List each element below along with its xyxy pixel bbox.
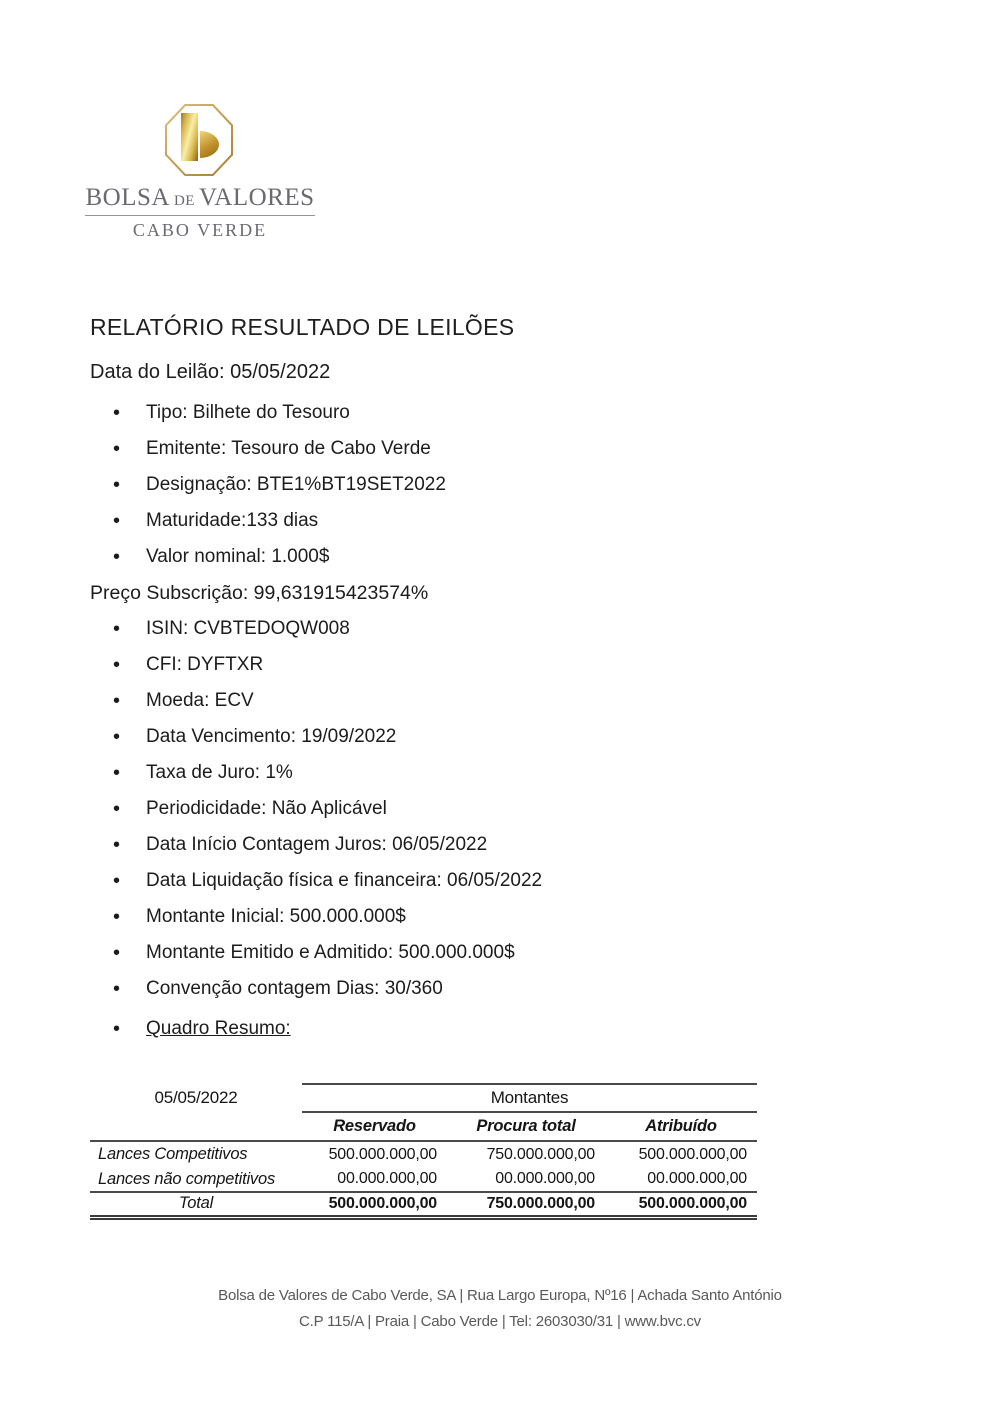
- list-item-emitente: [90, 431, 790, 467]
- list-item-periodicidade: [90, 791, 790, 827]
- bullet-icon: •: [113, 906, 121, 928]
- total-value: 500.000.000,00: [302, 1192, 447, 1217]
- logo-wordmark-main: [85, 184, 314, 216]
- list-item-valor-nominal: [90, 539, 790, 575]
- page-footer: [0, 1283, 1000, 1335]
- bullet-icon: •: [113, 474, 121, 496]
- logo-b-stem-shape: [181, 113, 198, 161]
- list-item-text: CFI: DYFTXR: [146, 654, 264, 675]
- row-label: Lances Competitivos: [98, 1145, 248, 1163]
- details-list-2: [90, 611, 790, 1047]
- subscription-price-line: Preço Subscrição: 99,631915423574%: [90, 582, 429, 604]
- list-item-text: Valor nominal: 1.000$: [146, 546, 330, 567]
- wordmark-subtitle: CABO VERDE: [132, 220, 268, 240]
- list-item-moeda: [90, 683, 790, 719]
- list-item-taxa-juro: [90, 755, 790, 791]
- list-item-montante-emitido: [90, 935, 790, 971]
- total-value: 500.000.000,00: [605, 1192, 757, 1217]
- list-item-designacao: [90, 467, 790, 503]
- table-montantes-header: Montantes: [302, 1084, 757, 1112]
- list-item-text: Data Início Contagem Juros: 06/05/2022: [146, 834, 488, 855]
- total-label: Total: [90, 1192, 302, 1217]
- list-item-text: Emitente: Tesouro de Cabo Verde: [146, 438, 431, 459]
- cell-value: 500.000.000,00: [328, 1145, 437, 1163]
- footer-line-1: Bolsa de Valores de Cabo Verde, SA | Rua Largo Europa, Nº16 | Achada Santo António: [218, 1287, 782, 1304]
- bullet-icon: •: [113, 1018, 121, 1040]
- table-group-header-row: [90, 1084, 757, 1112]
- list-item-text: Maturidade:133 dias: [146, 510, 319, 531]
- list-item-text: ISIN: CVBTEDOQW008: [146, 618, 350, 639]
- list-item-text: Montante Emitido e Admitido: 500.000.000$: [146, 942, 515, 963]
- list-item-text: Moeda: ECV: [146, 690, 254, 711]
- bvc-octagon-b-icon: [95, 104, 305, 178]
- list-item-isin: [90, 611, 790, 647]
- bullet-icon: •: [113, 510, 121, 532]
- list-item-data-vencimento: [90, 719, 790, 755]
- cell-value: 00.000.000,00: [302, 1167, 447, 1192]
- list-item-maturidade: [90, 503, 790, 539]
- bullet-icon: •: [113, 978, 121, 1000]
- list-item-text: Designação: BTE1%BT19SET2022: [146, 474, 446, 495]
- bullet-icon: •: [113, 690, 121, 712]
- list-item-inicio-contagem: [90, 827, 790, 863]
- row-label: Lances não competitivos: [90, 1167, 302, 1192]
- logo-wordmark: [85, 184, 315, 241]
- list-item-montante-inicial: [90, 899, 790, 935]
- wordmark-bolsa: BOLSA: [85, 184, 170, 211]
- table-row-lances-competitivos: [90, 1141, 757, 1167]
- cell-value: 750.000.000,00: [486, 1145, 595, 1163]
- summary-table: [90, 1083, 757, 1220]
- cell-value: 500.000.000,00: [638, 1145, 747, 1163]
- table-row-total: [90, 1192, 757, 1217]
- bullet-icon: •: [113, 942, 121, 964]
- auction-date-line: Data do Leilão: 05/05/2022: [90, 361, 331, 383]
- octagon-inner-shape: [167, 106, 231, 174]
- list-item-cfi: [90, 647, 790, 683]
- bullet-icon: •: [113, 870, 121, 892]
- list-item-text: Quadro Resumo:: [146, 1018, 291, 1039]
- details-list-1: [90, 395, 790, 575]
- list-item-convencao: [90, 971, 790, 1007]
- wordmark-valores: VALORES: [198, 184, 315, 211]
- bullet-icon: •: [113, 618, 121, 640]
- bullet-icon: •: [113, 546, 121, 568]
- wordmark-de: DE: [173, 193, 195, 209]
- table-column-header-row: [90, 1112, 757, 1141]
- column-header-atribuido: Atribuído: [605, 1112, 757, 1141]
- page-title: RELATÓRIO RESULTADO DE LEILÕES: [90, 314, 515, 340]
- table-date-cell: 05/05/2022: [154, 1088, 238, 1107]
- list-item-text: Data Liquidação física e financeira: 06/05/2022: [146, 870, 543, 891]
- column-header-reservado: Reservado: [302, 1112, 447, 1141]
- total-value: 750.000.000,00: [447, 1192, 605, 1217]
- list-item-text: Periodicidade: Não Aplicável: [146, 798, 387, 819]
- list-item-text: Data Vencimento: 19/09/2022: [146, 726, 397, 747]
- bullet-icon: •: [113, 726, 121, 748]
- list-item-liquidacao: [90, 863, 790, 899]
- table-row-lances-nao-competitivos: [90, 1167, 757, 1192]
- list-item-text: Convenção contagem Dias: 30/360: [146, 978, 443, 999]
- table-spacer-cell: [90, 1112, 302, 1141]
- bullet-icon: •: [113, 798, 121, 820]
- list-item-text: Tipo: Bilhete do Tesouro: [146, 402, 350, 423]
- bullet-icon: •: [113, 402, 121, 424]
- bvc-logo: [85, 104, 315, 241]
- list-item-tipo: [90, 395, 790, 431]
- cell-value: 00.000.000,00: [447, 1167, 605, 1192]
- bullet-icon: •: [113, 762, 121, 784]
- column-header-procura-total: Procura total: [447, 1112, 605, 1141]
- list-item-text: Montante Inicial: 500.000.000$: [146, 906, 406, 927]
- bullet-icon: •: [113, 834, 121, 856]
- bullet-icon: •: [113, 438, 121, 460]
- footer-line-2: C.P 115/A | Praia | Cabo Verde | Tel: 2603030/31 | www.bvc.cv: [299, 1313, 701, 1330]
- list-item-quadro-resumo: [90, 1011, 790, 1047]
- bullet-icon: •: [113, 654, 121, 676]
- list-item-text: Taxa de Juro: 1%: [146, 762, 293, 783]
- cell-value: 00.000.000,00: [605, 1167, 757, 1192]
